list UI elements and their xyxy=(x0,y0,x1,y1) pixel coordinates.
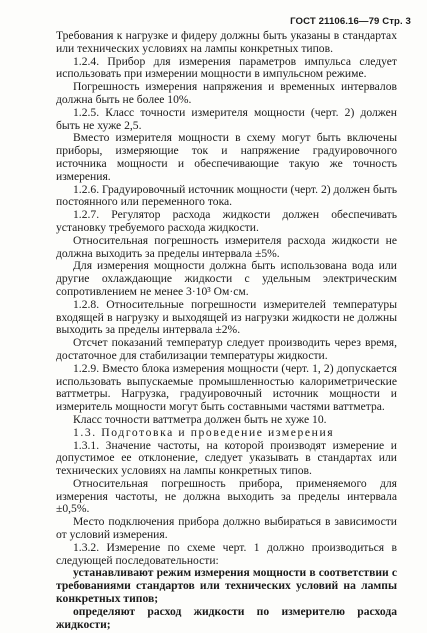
paragraph: 1.3.2. Измерение по схеме черт. 1 должно производиться в следующей последовательности: xyxy=(56,540,397,567)
paragraph: Для измерения мощности должна быть использована вода или другие охлаждающие жидкости с удельным электрическим сопротивлением не менее 3·10³ Ом·см. xyxy=(56,259,397,298)
paragraph: 1.2.4. Прибор для измерения параметров импульса следует использовать при измерении мощности в импульсном режиме. xyxy=(56,54,397,81)
paragraph: 1.2.7. Регулятор расхода жидкости должен обеспечивать установку требуемого расхода жидкости. xyxy=(56,208,397,234)
paragraph: Требования к нагрузке и фидеру должны быть указаны в стандартах или технических условиях на лампы конкретных типов. xyxy=(56,29,397,55)
page-number: Стр. 3 xyxy=(382,16,411,27)
page-header xyxy=(290,16,411,27)
paragraph: Место подключения прибора должно выбираться в зависимости от условий измерения. xyxy=(56,515,397,542)
paragraph xyxy=(56,567,397,605)
paragraph: Относительная погрешность измерителя расхода жидкости не должна выходить за пределы интервала ±5%. xyxy=(56,233,397,260)
emphasized-text: определяют расход жидкости по измерителю расхода жидкости; xyxy=(56,604,397,631)
paragraph: Вместо измерителя мощности в схему могут быть включены приборы, измеряющие ток и напряжение градуировочного источника мощности и обеспечивающие такую же точность измерения. xyxy=(56,131,397,183)
emphasized-text: устанавливают режим измерения мощности в соответствии с требованиями стандартов или технических условий на лампы конкретных типов; xyxy=(56,566,397,606)
body-text xyxy=(56,30,397,631)
paragraph: Относительная погрешность прибора, применяемого для измерения частоты, не должна выходить за пределы интервала ±0,5%. xyxy=(56,476,397,516)
paragraph: 1.3. Подготовка и проведение измерения xyxy=(73,425,335,439)
paragraph: 1.3.1. Значение частоты, на которой производят измерение и допустимое ее отклонение, следует указывать в стандартах или технических условиях на лампы конкретных типов. xyxy=(56,438,397,478)
paragraph xyxy=(56,606,397,632)
paragraph: 1.2.5. Класс точности измерителя мощности (черт. 2) должен быть не хуже 2,5. xyxy=(56,105,397,132)
paragraph: Отсчет показаний температур следует производить через время, достаточное для стабилизации температуры жидкости. xyxy=(56,336,397,362)
paragraph: 1.2.8. Относительные погрешности измерителей температуры входящей в нагрузку и выходящей из нагрузки жидкости не должны выходить за пределы интервала ±2%. xyxy=(56,297,397,337)
paragraph: Класс точности ваттметра должен быть не хуже 10. xyxy=(73,412,327,426)
paragraph: 1.2.6. Градуировочный источник мощности (черт. 2) должен быть постоянного или переменного тока. xyxy=(56,182,397,209)
paragraph: 1.2.9. Вместо блока измерения мощности (черт. 1, 2) допускается использовать выпускаемые промышленностью калориметрические ваттметры. Нагрузка, градуировочный источник мощности и измеритель мощности могут быть составными частями ваттметра. xyxy=(56,361,397,414)
paragraph: Погрешность измерения напряжения и временных интервалов должна быть не более 10%. xyxy=(56,80,397,106)
standard-number: ГОСТ 21106.16—79 xyxy=(290,16,380,27)
